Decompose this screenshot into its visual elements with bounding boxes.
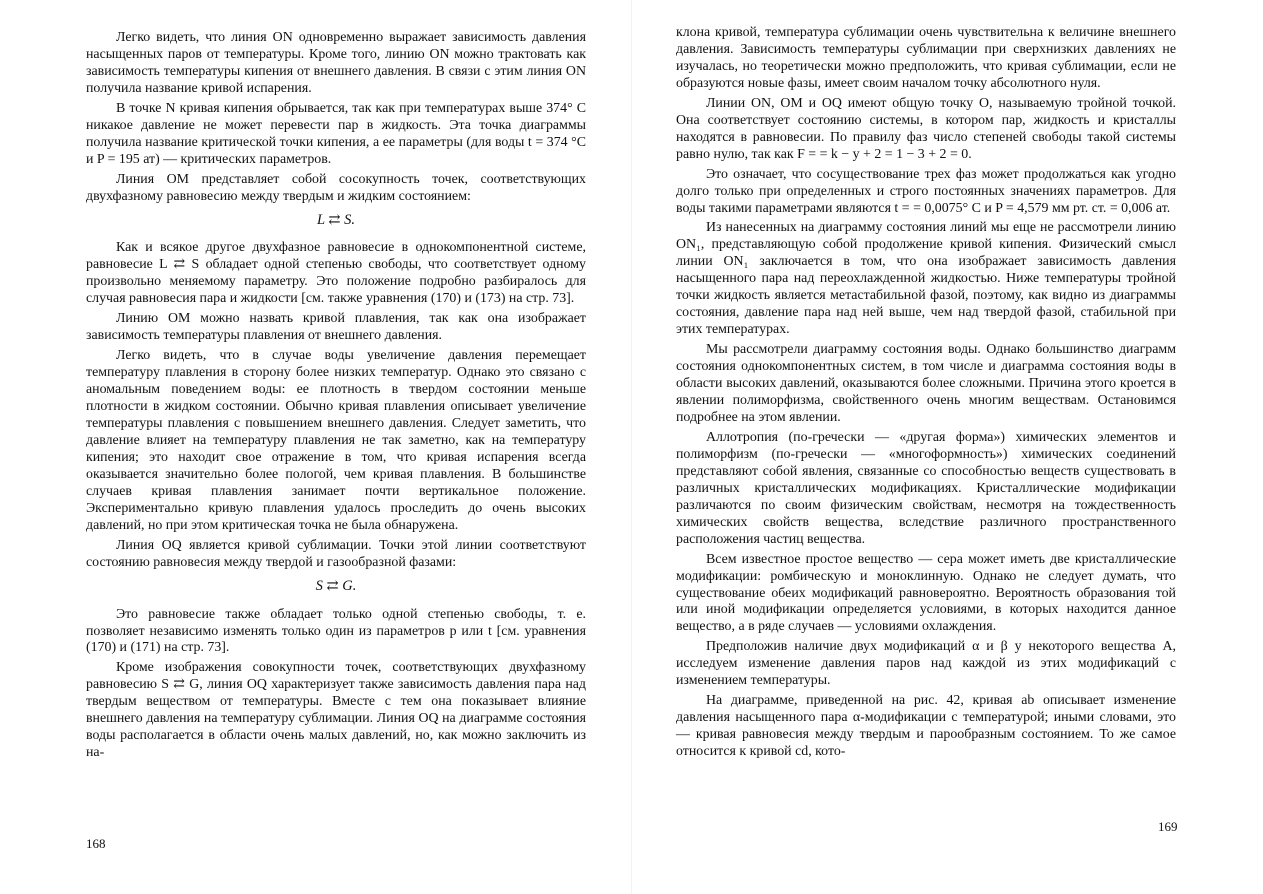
page-gutter <box>631 0 632 894</box>
paragraph: В точке N кривая кипения обрывается, так как при температурах выше 374° С никакое давление не может перевести пар в жидкость. Эта точка диаграммы получила название критической точки кипения, а ее параметры (для воды t = 374 °С и P = 195 ат) — критических параметров. <box>86 100 586 167</box>
left-page <box>86 0 586 894</box>
paragraph: На диаграмме, приведенной на рис. 42, кривая ab описывает изменение давления насыщенного пара α-модификации с температурой; иными словами, это — кривая равновесия между твердым и парообразным состоянием. То же самое относится к кривой cd, кото- <box>676 693 1176 760</box>
paragraph: Линии ON, ОМ и OQ имеют общую точку O, называемую тройной точкой. Она соответствует состоянию системы, в котором пар, жидкость и кристаллы находятся в равновесии. По правилу фаз число степеней свободы такой системы равно нулю, так как F = = k − y + 2 = 1 − 3 + 2 = 0. <box>676 95 1176 162</box>
paragraph: Аллотропия (по-гречески — «другая форма») химических элементов и полиморфизм (по-гречески — «многоформность») химических соединений представляют собой явления, связанные со способностью веществ существовать в различных кристаллических модификациях. Кристаллические модификации различаются по своим физическим свойствам, несмотря на тождественность химических свойств вещества, вследствие различного пространственного расположения частиц вещества. <box>676 429 1176 547</box>
page-number-right: 169 <box>1158 819 1178 834</box>
paragraph: Кроме изображения совокупности точек, соответствующих двухфазному равновесию S ⇄ G, линия OQ характеризует также зависимость давления пара над твердым веществом от температуры. Вместе с тем она показывает влияние внешнего давления на температуру сублимации. Линия OQ на диаграмме состояния воды располагается в области очень малых давлений, но, как можно заключить из на- <box>86 660 586 761</box>
paragraph: Линию ОМ можно назвать кривой плавления, так как она изображает зависимость температуры плавления от внешнего давления. <box>86 311 586 344</box>
paragraph: Линия ОМ представляет собой сосокупность точек, соответствующих двухфазному равновесию между твердым и жидким состоянием: <box>86 171 586 204</box>
paragraph: Всем известное простое вещество — сера может иметь две кристаллические модификации: ромбическую и моноклинную. Однако не следует думать, что существование обеих модификаций равновероятно. Вероятность образования той или иной модификации определяется условиями, в которых находится данное вещество, а в ряде случаев — условиями охлаждения. <box>676 551 1176 635</box>
paragraph: Предположив наличие двух модификаций α и β у некоторого вещества A, исследуем изменение давления паров над каждой из этих модификаций с изменением температуры. <box>676 639 1176 689</box>
paragraph: Это равновесие также обладает только одной степенью свободы, т. е. позволяет независимо изменять только один из параметров p или t [см. уравнения (170) и (171) на стр. 73]. <box>86 606 586 656</box>
page-number-left: 168 <box>86 836 106 851</box>
paragraph: Из нанесенных на диаграмму состояния линий мы еще не рассмотрели линию ON₁, представляющую собой продолжение кривой кипения. Физический смысл линии ON₁ заключается в том, что она изображает зависимость давления насыщенного пара над переохлажденной жидкостью. Ниже температуры тройной точки жидкость является метастабильной фазой, поэтому, как видно из диаграммы состояния, давление пара над ней выше, чем над твердой фазой, стабильной при этих температурах. <box>676 220 1176 338</box>
paragraph: Линия OQ является кривой сублимации. Точки этой линии соответствуют состоянию равновесия между твердой и газообразной фазами: <box>86 537 586 570</box>
paragraph: Мы рассмотрели диаграмму состояния воды. Однако большинство диаграмм состояния однокомпонентных систем, в том числе и диаграмма состояния воды в области высоких давлений, оказываются более сложными. Причина этого кроется в явлении полиморфизма, свойственного очень многим веществам. Остановимся подробнее на этом явлении. <box>676 342 1176 425</box>
formula-liquid-solid: L ⇄ S. <box>316 211 356 228</box>
formula-solid-gas: S ⇄ G. <box>315 577 357 594</box>
right-page <box>676 0 1176 894</box>
paragraph: Легко видеть, что линия ON одновременно выражает зависимость давления насыщенных паров от температуры. Кроме того, линию ON можно трактовать как зависимость температуры кипения от внешнего давления. В связи с этим линия ON получила название кривой испарения. <box>86 30 586 96</box>
paragraph: Как и всякое другое двухфазное равновесие в однокомпонентной системе, равновесие L ⇄ S обладает одной степенью свободы, что соответствует одному произвольно меняемому параметру. Это положение подробно разбиралось для случая равновесия пара и жидкости [см. также уравнения (170) и (173) на стр. 73]. <box>86 240 586 307</box>
paragraph: Это означает, что сосуществование трех фаз может продолжаться как угодно долго только при определенных и строго постоянных значениях параметров. Для воды такими параметрами являются t = = 0,0075° С и P = 4,579 мм рт. ст. = 0,006 ат. <box>676 166 1176 216</box>
paragraph: клона кривой, температура сублимации очень чувствительна к величине внешнего давления. Зависимость температуры сублимации при сверхнизких давлениях не изучалась, но теоретически можно предположить, что кривая сублимации, если не образуются новые фазы, имеет своим началом точку абсолютного нуля. <box>676 25 1176 91</box>
paragraph: Легко видеть, что в случае воды увеличение давления перемещает температуру плавления в сторону более низких температур. Однако это связано с аномальным поведением воды: ее плотность в твердом состоянии меньше плотности в жидком состоянии. Обычно кривая плавления описывает увеличение температуры плавления с повышением внешнего давления. Следует заметить, что давление влияет на температуру плавления не так заметно, как на температуру кипения; это находит свое отражение в том, что кривая испарения всегда оказывается значительно более пологой, чем кривая плавления. В большинстве случаев кривая плавления занимает почти вертикальное положение. Экспериментально кривую плавления удалось проследить до очень высоких давлений, но при этом критическая точка не была обнаружена. <box>86 348 586 533</box>
